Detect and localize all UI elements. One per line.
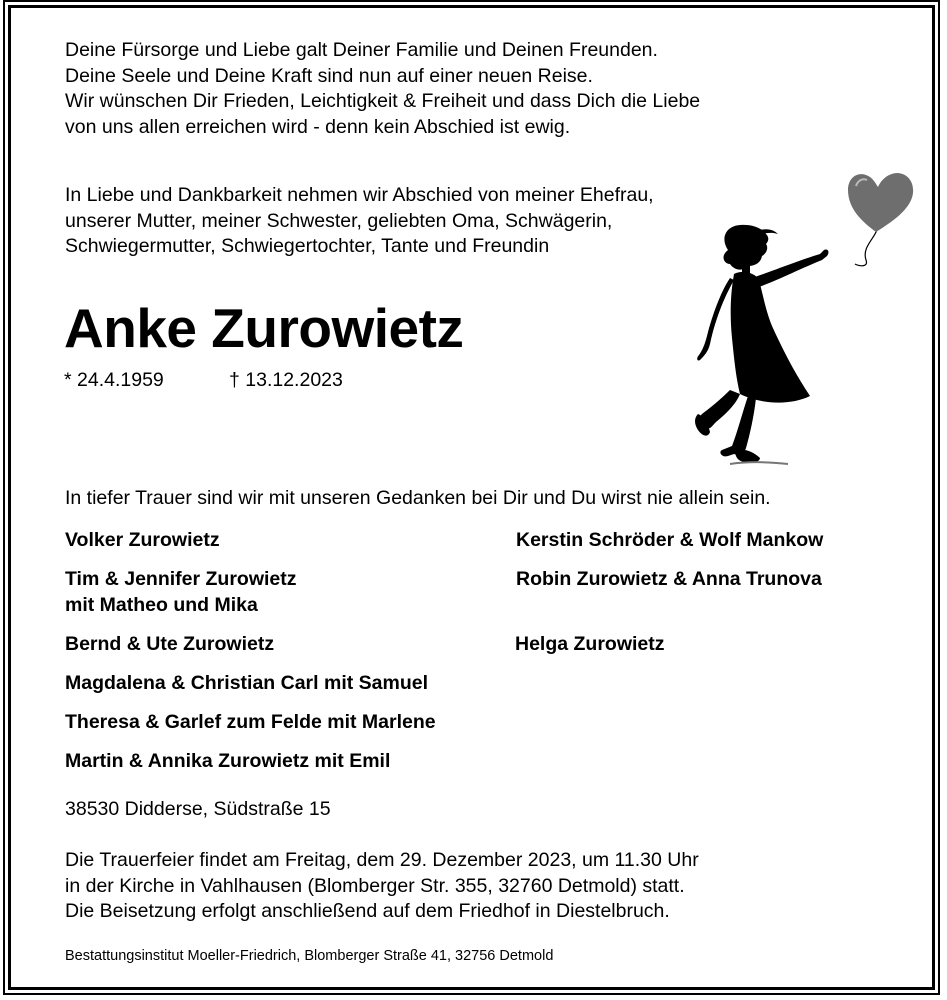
ceremony-line: Die Trauerfeier findet am Freitag, dem 29. Dezember 2023, um 11.30 Uhr [65,849,699,871]
ceremony-line: Die Beisetzung erfolgt anschließend auf dem Friedhof in Diestelbruch. [65,900,670,922]
farewell-text [65,183,654,260]
intro-line: Deine Fürsorge und Liebe galt Deiner Familie und Deinen Freunden. [65,39,658,61]
family-address: 38530 Didderse, Südstraße 15 [65,798,331,820]
farewell-line: In Liebe und Dankbarkeit nehmen wir Abschied von meiner Ehefrau, [65,184,654,206]
farewell-line: Schwiegermutter, Schwiegertochter, Tante und Freundin [65,235,550,257]
mourner-line: Tim & Jennifer Zurowietz [65,568,297,590]
mourner-entry: Martin & Annika Zurowietz mit Emil [65,750,391,772]
mourner-entry: Theresa & Garlef zum Felde mit Marlene [65,711,436,733]
grief-line: In tiefer Trauer sind wir mit unseren Gedanken bei Dir und Du wirst nie allein sein. [65,487,771,509]
intro-line: Deine Seele und Deine Kraft sind nun auf einer neuen Reise. [65,64,593,87]
mourner-entry: Kerstin Schröder & Wolf Mankow [516,529,824,551]
farewell-line: unserer Mutter, meiner Schwester, geliebten Oma, Schwägerin, [65,209,613,232]
undertaker-footer: Bestattungsinstitut Moeller-Friedrich, Blomberger Straße 41, 32756 Detmold [65,948,554,964]
intro-line: Wir wünschen Dir Frieden, Leichtigkeit & Freiheit und dass Dich die Liebe [65,90,701,112]
mourner-entry: Robin Zurowietz & Anna Trunova [516,568,822,590]
mourner-entry: Helga Zurowietz [515,633,665,655]
death-date: † 13.12.2023 [229,369,343,391]
mourner-entry: Bernd & Ute Zurowietz [65,633,275,655]
birth-date: * 24.4.1959 [64,369,164,391]
deceased-name: Anke Zurowietz [64,297,464,359]
intro-line: von uns allen erreichen wird - denn kein Abschied ist ewig. [65,115,571,138]
mourner-entry: Magdalena & Christian Carl mit Samuel [65,672,429,694]
ceremony-info [65,848,699,925]
mourner-entry: Volker Zurowietz [65,529,220,551]
mourner-entry [65,566,297,618]
ceremony-line: in der Kirche in Vahlhausen (Blomberger Str. 355, 32760 Detmold) statt. [65,874,685,897]
mourner-line: mit Matheo und Mika [65,594,258,616]
girl-with-balloon-icon [690,168,920,473]
intro-poem [65,38,700,140]
